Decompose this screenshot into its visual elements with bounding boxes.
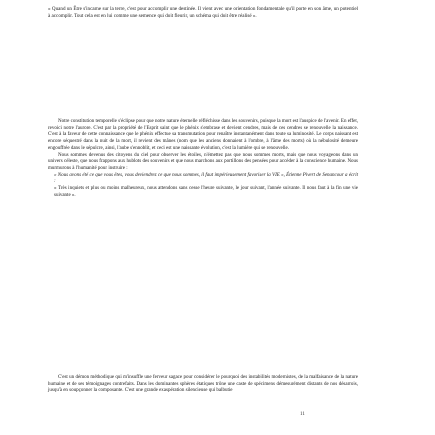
page-number: 11 bbox=[300, 412, 305, 417]
senancour-quotation: « Très inquiets et plus ou moins malheureux, nous attendons sans cesse l'heure suivante, le jour suivant, l'année suivante. Il nous faut à la fin une vie suivante ». bbox=[54, 186, 358, 198]
paragraph-methodical-demon: C'est un démon méthodique qui m'insuffle une ferveur sagace pour considérer le pourquoi des instabilités modernistes, de la malfaisance de la nature humaine et de ses témoignages contrefaits. Dans les dominantes sphères étatiques trône une caste de spécimens démesurément distants de nos désarrois, jusqu'à en soupçonner la composante. C'est une grande exaspération silencieuse qui balbutie bbox=[48, 375, 358, 394]
second-text-block bbox=[48, 375, 358, 395]
main-text-block bbox=[48, 119, 358, 200]
paragraph-citizens-of-sky: Nous sommes devenus des citoyens du ciel pour observer les étoiles, n'émettez pas que nous sommes morts, mais que nous voyageons dans un univers céleste, que nous frappons aux hublots des souvenirs et que nous marchons aux portillons des pensées pour accéder à la conscience humaine. Nous murmurons à l'humanité pour instruire : bbox=[48, 152, 358, 172]
italic-quotation-text: « Nous avons été ce que vous êtes, vous deviendrez ce que nous sommes, il faut impérieusement favoriser la VIE », Étienne Pivert de Senancour a écrit : bbox=[54, 172, 358, 185]
opening-quote-block bbox=[48, 6, 358, 20]
opening-quote: « Quand un Être s'incarne sur la terre, c'est pour accomplir une destinée. Il vient avec une orientation fondamentale qu'il porte en son âme, un potentiel à accomplir. Tout cela est en lui comme une semence qui doit fleurir, un schéma qui doit être réalisé ». bbox=[48, 6, 358, 19]
italic-quotation bbox=[54, 173, 358, 186]
paragraph-phoenix: Notre constitution temporelle s'éclipse pour que notre nature éternelle réfléchisse dans les souvenirs, puisque la mort est l'auspice de l'avenir. En effet, revoici notre l'aurore. C'est par la propriété de l'Esprit saint que le phénix s'embrase et devient cendres, mais de ces cendres se renouvelle la naissance. C'est à la faveur de cette connaissance que le phénix effectue sa transmutation pour renaître instantanément dans toute sa luminosité. Le corps naissant est encore séquestré dans la nuit de la mort, il revient des mânes (nom que les anciens donnaient à l'ombre, à l'âme des morts) où la nébulosité demeure engouffrée dans le sépulcre, ainsi, l'aube s'ennoblit, et ceci est une naissante évolution, c'est la lumière qui se renouvelle. bbox=[48, 119, 359, 151]
